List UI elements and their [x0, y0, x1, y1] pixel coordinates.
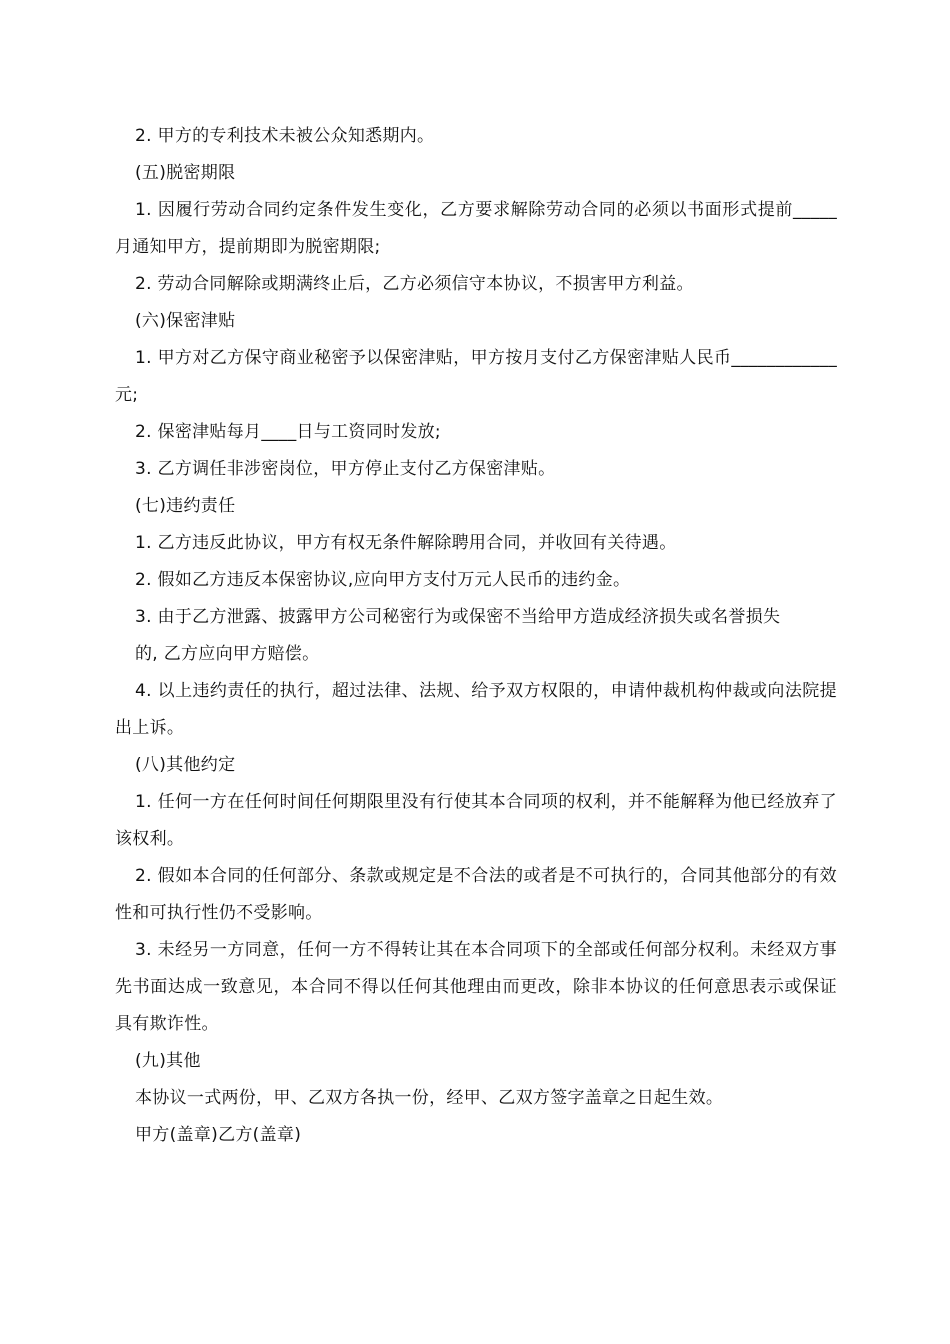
clause-6-item-2: 2. 保密津贴每月____日与工资同时发放;: [135, 422, 441, 442]
clause-7-item-2: 2. 假如乙方违反本保密协议,应向甲方支付万元人民币的违约金。: [135, 570, 631, 590]
section-heading-5: (五)脱密期限: [135, 163, 236, 183]
clause-5-item-2: 2. 劳动合同解除或期满终止后，乙方必须信守本协议，不损害甲方利益。: [135, 274, 694, 294]
clause-9-text: 本协议一式两份，甲、乙双方各执一份，经甲、乙双方签字盖章之日起生效。: [135, 1088, 724, 1108]
clause-6-item-1: 1. 甲方对乙方保守商业秘密予以保密津贴，甲方按月支付乙方保密津贴人民币____________元;: [115, 348, 837, 405]
document-body: [115, 118, 837, 1154]
clause-8-item-2: 2. 假如本合同的任何部分、条款或规定是不合法的或者是不可执行的，合同其他部分的有效性和可执行性仍不受影响。: [115, 866, 837, 923]
section-heading-7: (七)违约责任: [135, 496, 236, 516]
clause-7-item-3: 3. 由于乙方泄露、披露甲方公司秘密行为或保密不当给甲方造成经济损失或名誉损失: [135, 607, 781, 627]
section-heading-6: (六)保密津贴: [135, 311, 236, 331]
section-heading-8: (八)其他约定: [135, 755, 236, 775]
clause-7-item-3-continued: 的, 乙方应向甲方赔偿。: [135, 644, 320, 664]
clause-7-item-4: 4. 以上违约责任的执行，超过法律、法规、给予双方权限的，申请仲裁机构仲裁或向法院提出上诉。: [115, 681, 837, 738]
clause-4-item-2: 2. 甲方的专利技术未被公众知悉期内。: [135, 126, 435, 146]
clause-7-item-1: 1. 乙方违反此协议，甲方有权无条件解除聘用合同，并收回有关待遇。: [135, 533, 677, 553]
clause-8-item-1: 1. 任何一方在任何时间任何期限里没有行使其本合同项的权利，并不能解释为他已经放弃了该权利。: [115, 792, 837, 849]
clause-6-item-3: 3. 乙方调任非涉密岗位，甲方停止支付乙方保密津贴。: [135, 459, 556, 479]
clause-8-item-3: 3. 未经另一方同意，任何一方不得转让其在本合同项下的全部或任何部分权利。未经双方事先书面达成一致意见，本合同不得以任何其他理由而更改，除非本协议的任何意思表示或保证具有欺诈性。: [115, 940, 837, 1034]
section-heading-9: (九)其他: [135, 1051, 201, 1071]
clause-5-item-1: 1. 因履行劳动合同约定条件发生变化，乙方要求解除劳动合同的必须以书面形式提前_____月通知甲方，提前期即为脱密期限;: [115, 200, 837, 257]
signature-line: 甲方(盖章)乙方(盖章): [135, 1125, 302, 1145]
